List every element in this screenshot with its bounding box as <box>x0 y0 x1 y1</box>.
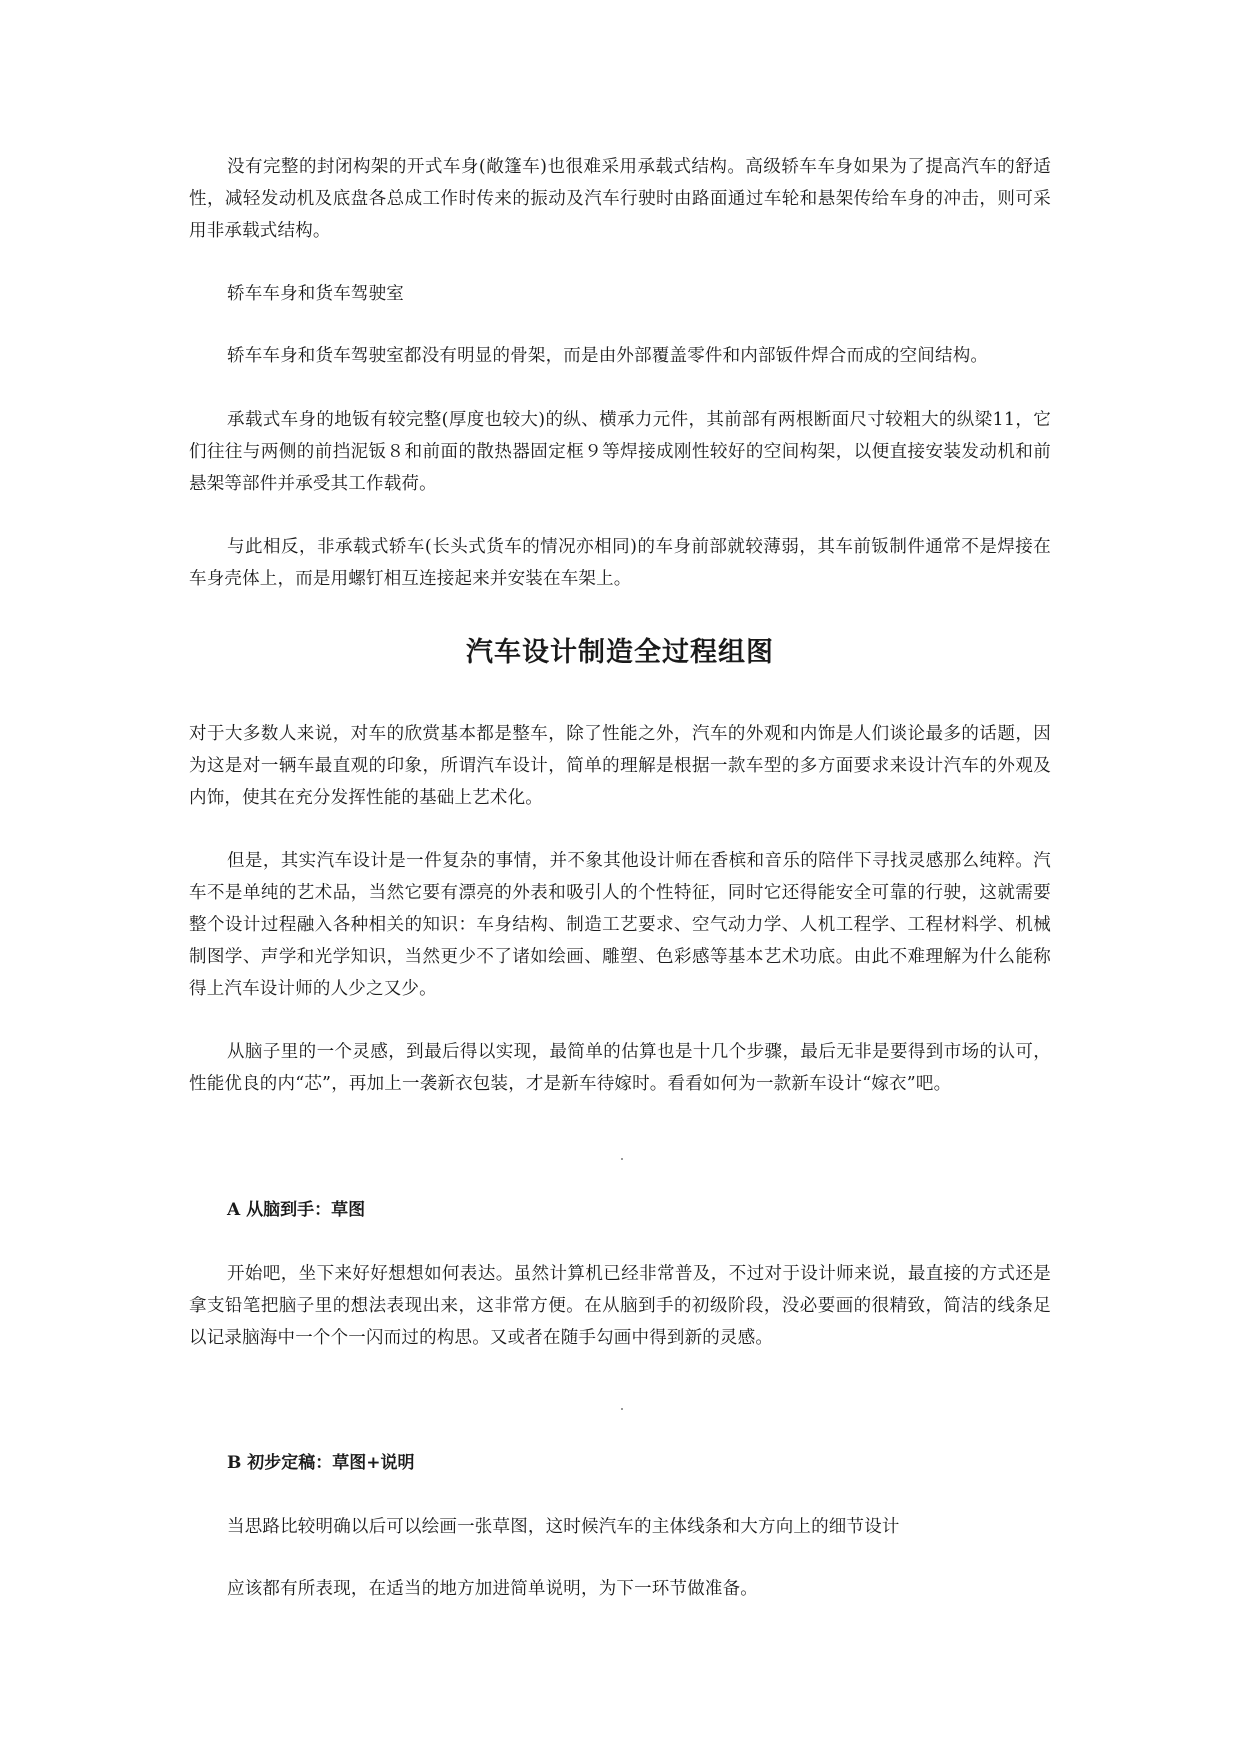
paragraph-draft: 当思路比较明确以后可以绘画一张草图，这时候汽车的主体线条和大方向上的细节设计 <box>227 1517 900 1537</box>
subheading-a: A 从脑到手：草图 <box>227 1200 366 1220</box>
paragraph-intro: 对于大多数人来说，对车的欣赏基本都是整车，除了性能之外，汽车的外观和内饰是人们谈论最多的话题，因为这是对一辆车最直观的印象，所谓汽车设计，简单的理解是根据一款车型的多方面要求来设计汽车的外观及内饰，使其在充分发挥性能的基础上艺术化。 <box>189 724 1051 808</box>
paragraph-from-idea: 从脑子里的一个灵感，到最后得以实现，最简单的估算也是十几个步骤，最后无非是要得到市场的认可，性能优良的内“芯”，再加上一袭新衣包装，才是新车待嫁时。看看如何为一款新车设计“嫁衣”吧。 <box>189 1042 1051 1094</box>
separator-dot <box>621 1408 623 1410</box>
subheading-b: B 初步定稿：草图+说明 <box>227 1453 415 1473</box>
paragraph-draft-cont: 应该都有所表现，在适当的地方加进简单说明，为下一环节做准备。 <box>227 1579 758 1599</box>
paragraph-open-body-structure: 没有完整的封闭构架的开式车身(敞篷车)也很难采用承载式结构。高级轿车车身如果为了提高汽车的舒适性，减轻发动机及底盘各总成工作时传来的振动及汽车行驶时由路面通过车轮和悬架传给车身的冲击，则可采用非承载式结构。 <box>189 157 1051 241</box>
paragraph-complexity: 但是，其实汽车设计是一件复杂的事情，并不象其他设计师在香槟和音乐的陪伴下寻找灵感那么纯粹。汽车不是单纯的艺术品，当然它要有漂亮的外表和吸引人的个性特征，同时它还得能安全可靠的行驶，这就需要整个设计过程融入各种相关的知识：车身结构、制造工艺要求、空气动力学、人机工程学、工程材料学、机械制图学、声学和光学知识，当然更少不了诸如绘画、雕塑、色彩感等基本艺术功底。由此不难理解为什么能称得上汽车设计师的人少之又少。 <box>189 851 1051 999</box>
article-title: 汽车设计制造全过程组图 <box>466 637 774 668</box>
paragraph-unibody-floor: 承载式车身的地钣有较完整(厚度也较大)的纵、横承力元件，其前部有两根断面尺寸较粗大的纵梁11，它们往往与两侧的前挡泥钣８和前面的散热器固定框９等焊接成刚性较好的空间构架，以便直接安装发动机和前悬架等部件并承受其工作载荷。 <box>189 410 1051 494</box>
paragraph-non-unibody: 与此相反，非承载式轿车(长头式货车的情况亦相同)的车身前部就较薄弱，其车前钣制件通常不是焊接在车身壳体上，而是用螺钉相互连接起来并安装在车架上。 <box>189 537 1051 589</box>
paragraph-sketch: 开始吧，坐下来好好想想如何表达。虽然计算机已经非常普及，不过对于设计师来说，最直接的方式还是拿支铅笔把脑子里的想法表现出来，这非常方便。在从脑到手的初级阶段，没必要画的很精致，简洁的线条足以记录脑海中一个个一闪而过的构思。又或者在随手勾画中得到新的灵感。 <box>189 1264 1051 1348</box>
separator-dot <box>621 1158 623 1160</box>
paragraph-section-label: 轿车车身和货车驾驶室 <box>227 284 404 304</box>
paragraph-body-cab-structure: 轿车车身和货车驾驶室都没有明显的骨架，而是由外部覆盖零件和内部钣件焊合而成的空间结构。 <box>227 346 989 366</box>
